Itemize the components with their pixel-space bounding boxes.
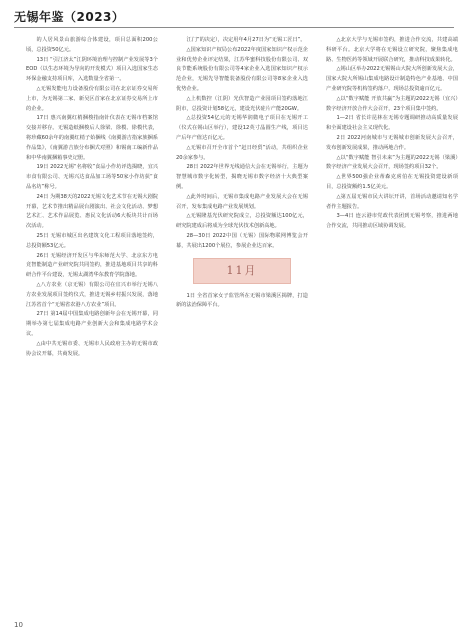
paragraph: △上机数控（江阴）光伏智造产业园项目签约落地江阴市，总投资计划58亿元，建设光伏硅片产能20GW。: [176, 95, 308, 112]
paragraph: △总投资54亿元的无锡华润微电子项目在无锡开工（仪式在锡山区举行），建设12英寸晶圆生产线，项目达产后年产值达百亿元。: [176, 115, 308, 141]
paragraph: 13日 “引江济太”江阴环境治理与控制产业发展等3个EOD（以生态环境为导向的开发模式）项目入选国家生态环保金融支持项目库，入选数量全省第一。: [26, 56, 158, 83]
paragraph: △无锡市召开全市首个“赶日经贸”活动，共组织企业20余家参与。: [176, 144, 308, 161]
paragraph: 26日 无锡经济开发区与华东师范大学、北京东方电竞智能制造产业研究院共同签约，推进基地项目共享的科研合作平台建设，无锡太湖湾华东教育学院落地。: [26, 252, 158, 279]
paragraph: △八方农业（京无锡）有限公司在宜兴市举行无锡八方农业发展项目签约仪式，推进无锡乡村振兴发展，落地江苏省首个“无锡省农港八方农业”项目。: [26, 281, 158, 308]
paragraph: △此外时间后，无锡市集成电路产业发展大会在无锡召开，发布集成电路产业发展规划。: [176, 193, 308, 210]
paragraph: △以“数字赋能 开放共赢”为主题的2022无锡（宜兴）数字经济开放合作大会召开，23个项目集中签约。: [326, 95, 458, 112]
paragraph: 1—2日 省长许昆林在无锡专题调研推动高质量发展和全面建设社会主义现代化。: [326, 115, 458, 132]
paragraph: △锡山区举办2022无锡锡山大院大所创新发展大会，国家大院大所锡山集成电路设计制造特色产业基地、中国产业研究院等机构签约落户，现场总投资逾百亿元。: [326, 66, 458, 92]
month-heading: 11月: [226, 263, 258, 277]
page-number: 10: [14, 621, 23, 629]
paragraph: 3—4日 连云港市党政代表团到无锡考察，推进两地合作交流，共同推动区域协调发展。: [326, 213, 458, 230]
paragraph: 27日 第14届中国集成电路创新年会在无锡开幕，同期举办第七届集成电路产业创新大会和集成电路学术会议。: [26, 311, 158, 337]
text-column-1: [26, 36, 158, 359]
paragraph: 19日 2022无锡“名将收”食品小作坊评选揭晓，宜兴市食有限公司、无锡兴达食品加工场等50家小作坊获“食品名坊”称号。: [26, 164, 158, 190]
paragraph: △无锡发能电力设备股份有限公司在北京证券交易所上市，为无锡第二家、新吴区首家在北京证券交易所上市的企业。: [26, 85, 158, 112]
paragraph: 17日 惠兴南翼红梢捆梭指南针仪表在无锡市档案馆交接并移存。无锡造纸捆梭后人徐梁、徐模、徐模代表，将珍藏60余年的南翼红梢子始捆线《南翼游吉指家族捆系作品集》，《南翼游吉族分布捆式对照》和锡南工编新作品和中华南翼捆箱事史记册。: [26, 115, 158, 161]
header-divider: [14, 27, 454, 28]
paragraph: △无锡隆基光伏研究院成立，总投资额达100亿元，研究院建成后将成为全球光伏技术创新高地。: [176, 213, 308, 230]
paragraph: △北京大学与无锡市签约，推进合作交流，共建高端科研平台。北京大学将在无锡设立研究院，聚焦集成电路、生物医药等领域开展联合研究，推动科技成果转化。: [326, 37, 458, 63]
paragraph: △由中共无锡市委、无锡市人民政府主办的无锡市政协会议开幕，共商发展。: [26, 340, 158, 357]
paragraph: △第五届无锡市民大讲坛开讲，首场活动邀请知名学者作主题报告。: [326, 193, 458, 210]
paragraph: 25日 无锡市城区出名建筑文化工程项目落地签约，总投资额53亿元。: [26, 232, 158, 249]
paragraph: 28—30日 2022中国（无锡）国际物联网博览会开幕，共展出1200个展位，参展企业达百家。: [176, 232, 308, 249]
paragraph: △世界500强企业蒂森克虏伯在无锡投资建设新项目，总投资额约1.5亿美元。: [326, 174, 458, 190]
paragraph: △以“数字赋能 智引未来”为主题的2022无锡（梁溪）数字经济产业发展大会召开，现场签约项目32个。: [326, 154, 458, 171]
text-column-3: [326, 36, 458, 232]
paragraph: 24日 为期38天的2022无锡文化艺术节在无锡大剧院开幕，艺术节推出精品展台剧演出、社会文化活动、梦想艺术汇、艺术作品展览、惠民文化活动6大板块共计百场次活动。: [26, 193, 158, 230]
paragraph: 江门”的决定），决定用年4月27日为“无锡工匠日”。: [186, 37, 306, 43]
paragraph: 1日 全省首家女子监管所在无锡市梁溪区揭牌，打造新的法治保障平台。: [176, 292, 308, 309]
paragraph: 2日 2022河南城市与无锡城市创新发展大会召开，发布创新发展成果，推动两地合作。: [326, 134, 458, 151]
yearbook-running-title: 无锡年鉴（2023）: [14, 10, 125, 24]
paragraph: △国家知识产权局公布2022年度国家知识产权示范企业和优势企业评定结果，江苏华蜜科技股份有限公司、双良节能系统股份有限公司等4家企业入选国家知识产权示范企业，无锡先导智能装备股份有限公司等8家企业入选优势企业。: [176, 46, 308, 92]
paragraph: 28日 2022年世界无线通信大会在无锡举行，主题为智慧城市数字化转型，揭晓无锡市数字经济十大典型案例。: [176, 164, 308, 190]
paragraph: 的人居风景山旅游综合体建设，项目总面积200公顷，总投资50亿元。: [26, 37, 158, 53]
text-column-2: [176, 36, 308, 311]
month-heading-box: [193, 258, 291, 284]
